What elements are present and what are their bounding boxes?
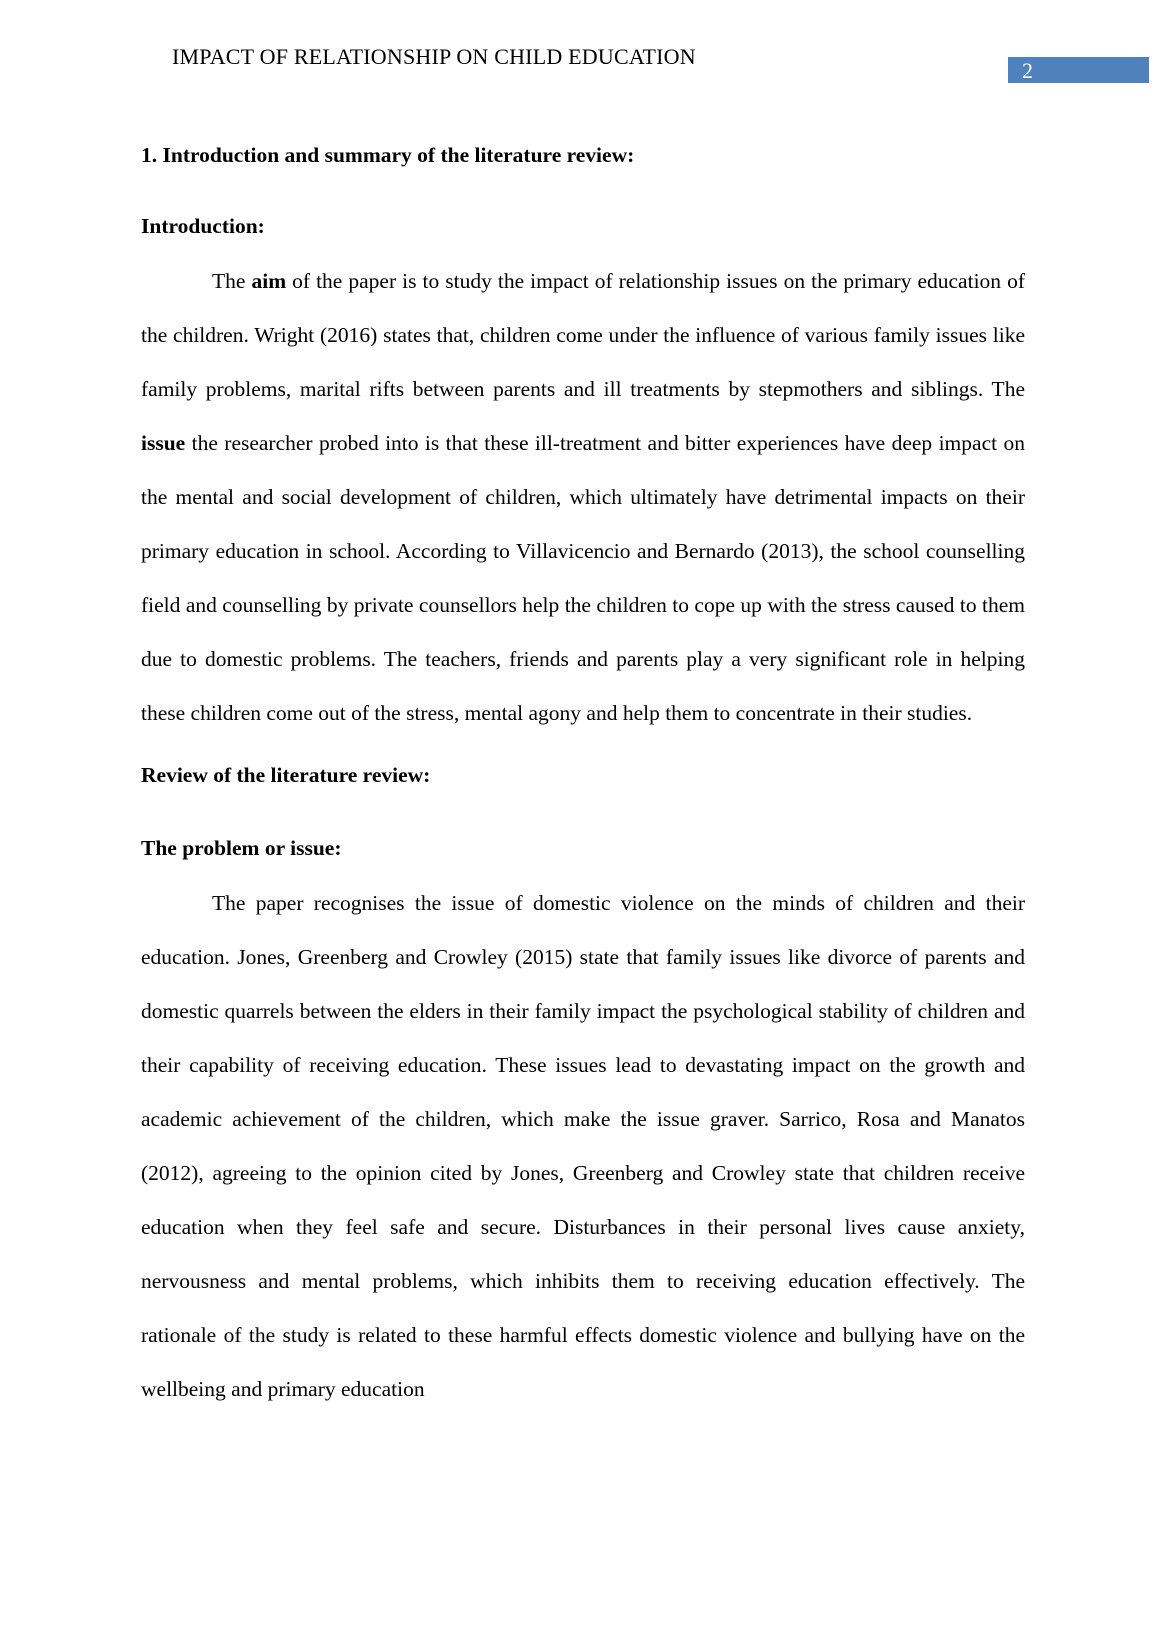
intro-text-part3: the researcher probed into is that these ill-treatment and bitter experiences have deep impact on the mental and social development of children, which ultimately have detrimental impacts on their primary education in school. According to Villavicencio and Bernardo (2013), the school counselling field and counselling by private counsellors help the children to cope up with the stress caused to them due to domestic problems. The teachers, friends and parents play a very significant role in helping these children come out of the stress, mental agony and help them to concentrate in their studies.: [141, 431, 1025, 725]
intro-text-part2: of the paper is to study the impact of relationship issues on the primary education of the children. Wright (2016) states that, children come under the influence of various family issues like family problems, marital rifts between parents and ill treatments by stepmothers and siblings. The: [141, 269, 1025, 401]
problem-heading: The problem or issue:: [141, 836, 342, 860]
document-body: [141, 126, 1025, 1416]
section-title: 1. Introduction and summary of the literature review:: [141, 143, 635, 167]
intro-text-part1: The: [212, 269, 252, 293]
review-heading: Review of the literature review:: [141, 763, 431, 787]
page-number-badge: [1008, 57, 1149, 83]
introduction-paragraph: [141, 254, 1025, 740]
introduction-heading: Introduction:: [141, 214, 265, 238]
intro-bold-aim: aim: [251, 269, 287, 293]
running-head-title: IMPACT OF RELATIONSHIP ON CHILD EDUCATION: [172, 44, 696, 69]
problem-paragraph: The paper recognises the issue of domestic violence on the minds of children and their education. Jones, Greenberg and Crowley (2015) state that family issues like divorce of parents and domestic quarrels between the elders in their family impact the psychological stability of children and their capability of receiving education. These issues lead to devastating impact on the growth and academic achievement of the children, which make the issue graver. Sarrico, Rosa and Manatos (2012), agreeing to the opinion cited by Jones, Greenberg and Crowley state that children receive education when they feel safe and secure. Disturbances in their personal lives cause anxiety, nervousness and mental problems, which inhibits them to receiving education effectively. The rationale of the study is related to these harmful effects domestic violence and bullying have on the wellbeing and primary education: [141, 891, 1025, 1401]
page-number: 2: [1022, 58, 1033, 83]
intro-bold-issue: issue: [141, 431, 186, 455]
